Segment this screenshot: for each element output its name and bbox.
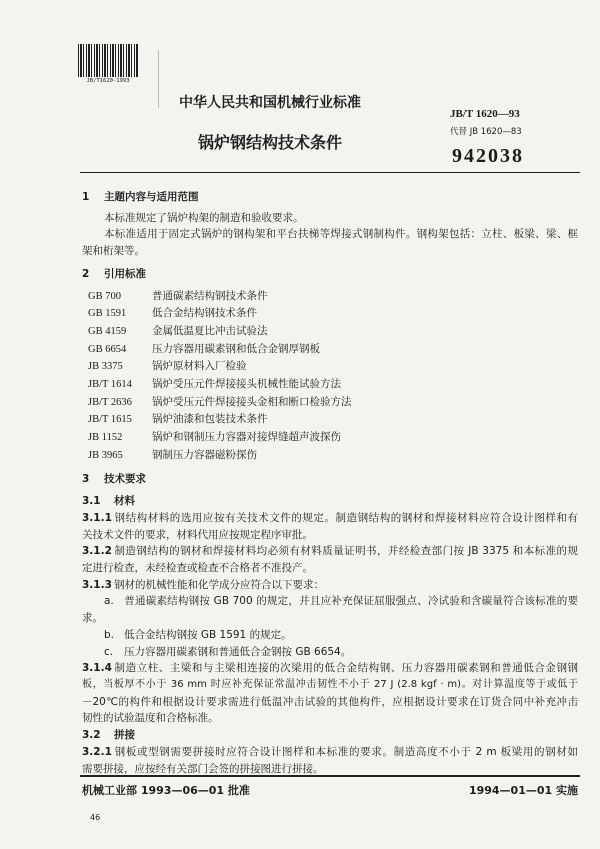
reference-item — [82, 341, 578, 359]
paragraph-line: 本标准适用于固定式锅炉的钢构架和平台扶梯等焊接式钢制构件。钢构架包括：立柱、板梁、梁、框 — [104, 228, 578, 241]
subsection-3-1-heading — [82, 493, 578, 510]
section-2-heading — [82, 266, 578, 283]
reference-item — [82, 358, 578, 376]
section-number: 3 — [82, 472, 90, 485]
paragraph-line: 关技术文件的要求，材料代用应按规定程序审批。 — [82, 528, 313, 541]
approval-note: 机械工业部 1993—06—01 批准 — [82, 784, 250, 797]
section-1-heading — [82, 189, 578, 206]
reference-title: 锅炉受压元件焊接接头机械性能试验方法 — [152, 378, 341, 391]
clause-3-1-4 — [82, 660, 578, 677]
reference-item — [82, 447, 578, 465]
reference-title: 钢制压力容器磁粉探伤 — [152, 448, 257, 461]
clause-number: 3.1.2 — [82, 545, 112, 558]
reference-code: GB 4159 — [88, 325, 127, 337]
item-a — [82, 593, 578, 610]
reference-item — [82, 429, 578, 447]
item-text: 低合金结构钢按 GB 1591 的规定。 — [124, 628, 292, 641]
clause-text: 制造钢结构的钢材和焊接材料均必须有材料质量证明书，并经检查部门按 JB 3375 和本标准的规 — [114, 545, 578, 558]
reference-list — [82, 288, 578, 465]
org-title: 中华人民共和国机械行业标准 — [179, 95, 361, 111]
reference-title: 普通碳素结构钢技术条件 — [152, 289, 268, 302]
paragraph-line: 韧性的试验温度和合格标准。 — [82, 712, 219, 725]
barcode-text: JB/T1620-1993 — [86, 78, 130, 84]
item-text: 压力容器用碳素钢和普通低合金钢按 GB 6654。 — [124, 645, 352, 658]
barcode-bars — [78, 44, 138, 77]
section-3-heading — [82, 471, 578, 488]
reference-item — [82, 323, 578, 341]
replaces-note: 代替 JB 1620—83 — [450, 127, 522, 137]
reference-code: GB 1591 — [88, 308, 127, 320]
section-title: 材料 — [114, 495, 135, 508]
scan-mark — [158, 50, 159, 108]
clause-text: 钢板或型钢需要拼接时应符合设计图样和本标准的要求。制造高度不小于 2 m 板梁用的钢材如 — [114, 745, 578, 758]
clause-text: 钢结构材料的选用应按有关技术文件的规定。制造钢结构的钢材和焊接材料应符合设计图样和有 — [114, 511, 578, 524]
item-text: 普通碳素结构钢按 GB 700 的规定，并且应补充保证屈服强点、冷试验和含碳量符合该标准的要 — [124, 595, 578, 608]
paragraph-line: 需要拼接，应按经有关部门会签的拼接图进行拼接。 — [82, 762, 324, 775]
footer-rule — [80, 775, 580, 777]
section-number: 1 — [82, 191, 90, 203]
effective-date: 1994—01—01 实施 — [468, 784, 578, 797]
reference-item — [82, 305, 578, 323]
section-number: 2 — [82, 267, 90, 280]
reference-title: 金属低温夏比冲击试验法 — [152, 324, 268, 337]
paragraph-line: 本标准规定了锅炉构架的制造和验收要求。 — [104, 211, 304, 224]
item-mark: a. — [104, 595, 114, 608]
reference-code: JB/T 2636 — [88, 396, 132, 408]
clause-3-1-1 — [82, 510, 578, 527]
reference-item — [82, 376, 578, 394]
subsection-3-2-heading — [82, 727, 578, 744]
reference-title: 锅炉受压元件焊接接头金相和断口检验方法 — [152, 395, 352, 408]
reference-title: 低合金结构钢技术条件 — [152, 307, 257, 320]
document-code: 942038 — [452, 145, 524, 167]
standard-number: JB/T 1620—93 — [450, 108, 520, 120]
section-title: 引用标准 — [104, 267, 146, 280]
clause-number: 3.2.1 — [82, 745, 112, 758]
item-mark: c. — [104, 645, 114, 658]
doc-title: 锅炉钢结构技术条件 — [197, 133, 342, 152]
paragraph-line: 定进行检查，未经检查或检查不合格者不准投产。 — [82, 562, 313, 575]
item-c — [82, 644, 578, 661]
document-body — [82, 189, 578, 777]
section-title: 主题内容与适用范围 — [104, 191, 199, 203]
reference-item — [82, 411, 578, 429]
barcode — [78, 44, 138, 86]
reference-code: GB 6654 — [88, 343, 127, 355]
reference-code: JB/T 1615 — [88, 414, 132, 426]
clause-3-1-3 — [82, 577, 578, 594]
clause-number: 3.1.4 — [82, 662, 112, 675]
section-title: 拼接 — [114, 729, 135, 742]
clause-number: 3.1.1 — [82, 511, 112, 524]
reference-item — [82, 394, 578, 412]
reference-code: JB 3965 — [88, 449, 123, 461]
paragraph-line: 求。 — [82, 612, 103, 625]
paragraph-line: －20℃的构件和根据设计要求需进行低温冲击试验的其他构件，应根据设计要求在订货合同中补充冲击 — [82, 695, 578, 708]
clause-text: 钢材的机械性能和化学成分应符合以下要求： — [114, 578, 324, 591]
item-mark: b. — [104, 628, 115, 641]
reference-item — [82, 288, 578, 306]
paragraph-line: 板，当板厚不小于 36 mm 时应补充保证常温冲击韧性不小于 27 J (2.8 kgf · m)。对计算温度等于或低于 — [82, 678, 578, 690]
reference-title: 锅炉和钢制压力容器对接焊缝超声波探伤 — [152, 431, 341, 444]
reference-code: GB 700 — [88, 290, 121, 302]
reference-code: JB/T 1614 — [88, 379, 132, 391]
page-number: 46 — [90, 813, 101, 822]
reference-code: JB 1152 — [88, 432, 123, 444]
reference-title: 压力容器用碳素钢和低合金钢厚钢板 — [152, 342, 320, 355]
section-title: 技术要求 — [104, 472, 146, 485]
reference-code: JB 3375 — [88, 361, 123, 373]
section-number: 3.2 — [82, 729, 101, 742]
clause-3-2-1 — [82, 744, 578, 761]
clause-text: 制造立柱、主梁和与主梁相连接的次梁用的低合金结构钢、压力容器用碳素钢和普通低合金钢钢 — [114, 662, 578, 675]
item-b — [82, 627, 578, 644]
clause-number: 3.1.3 — [82, 578, 112, 591]
section-number: 3.1 — [82, 495, 101, 508]
paragraph-line: 架和桁架等。 — [82, 245, 145, 258]
reference-title: 锅炉油漆和包装技术条件 — [152, 413, 268, 426]
clause-3-1-2 — [82, 543, 578, 560]
header-rule — [80, 172, 580, 173]
reference-title: 锅炉原材料入厂检验 — [152, 360, 247, 373]
